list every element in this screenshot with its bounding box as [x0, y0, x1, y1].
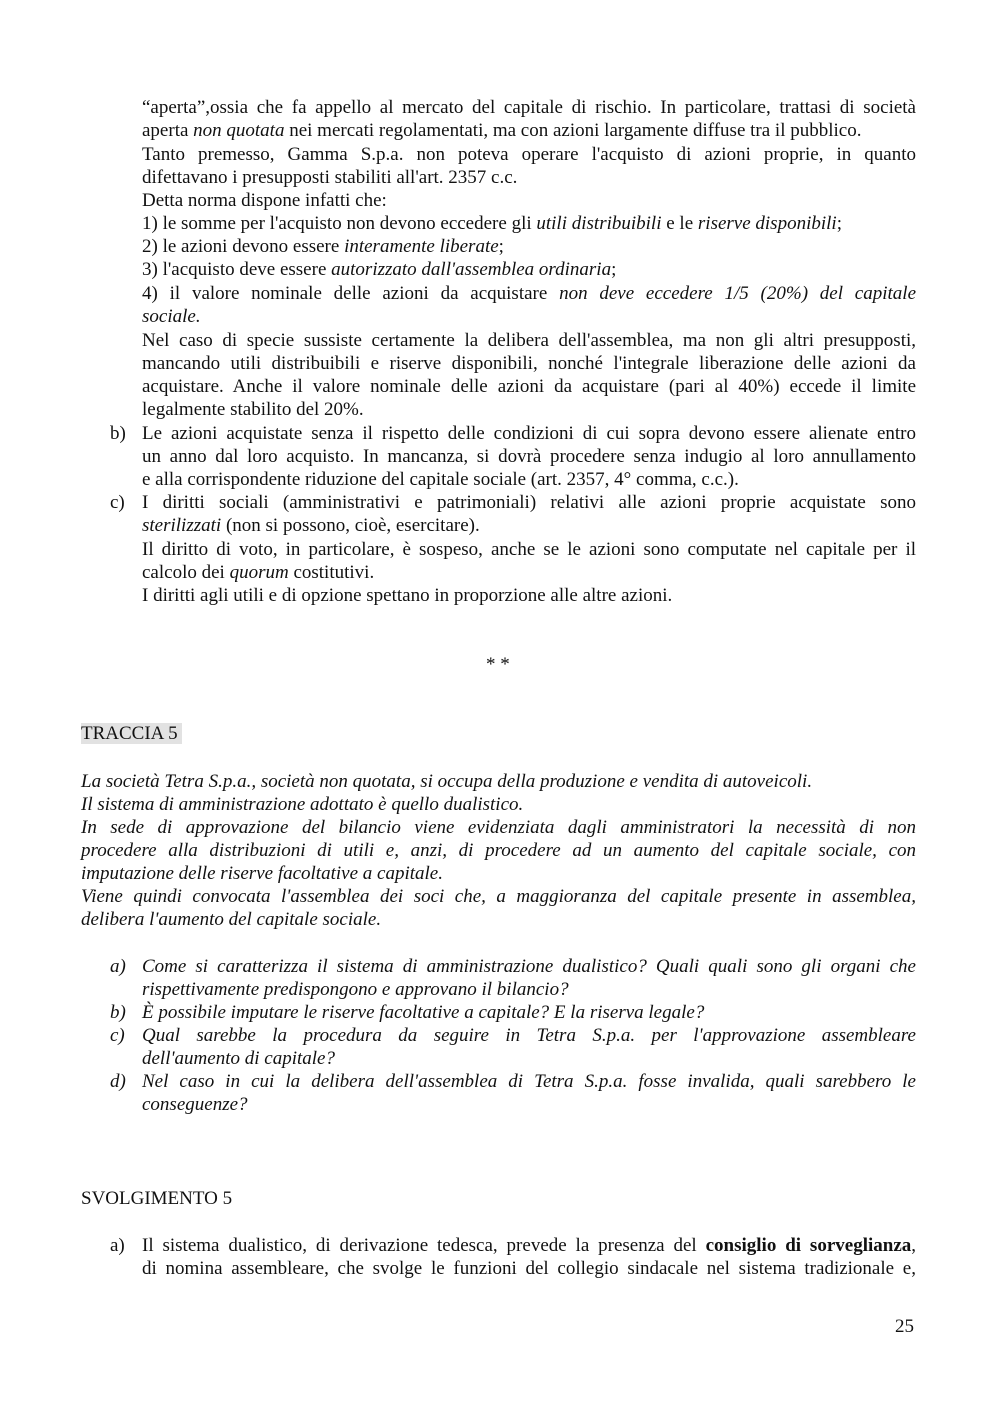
list-line-2: 2) le azioni devono essere interamente liberate; [142, 236, 504, 257]
text-line: Nel caso di specie sussiste certamente la delibera dell'assemblea, ma non gli altri presupposti, [142, 330, 916, 351]
text-line: “aperta”,ossia che fa appello al mercato del capitale di rischio. In particolare, trattasi di società [142, 97, 916, 118]
text-line: Detta norma dispone infatti che: [142, 190, 387, 211]
section-heading: TRACCIA 5 [81, 722, 182, 745]
question-text: Qual sarebbe la procedura da seguire in Tetra S.p.a. per l'approvazione assembleare [142, 1025, 916, 1046]
text-line: I diritti agli utili e di opzione spettano in proporzione alle altre azioni. [142, 585, 673, 606]
text-line: legalmente stabilito del 20%. [142, 399, 364, 420]
text-line: delibera l'aumento del capitale sociale. [81, 909, 382, 930]
question-text: dell'aumento di capitale? [142, 1048, 335, 1069]
text-line: acquistare. Anche il valore nominale delle azioni da acquistare (pari al 40%) eccede il limite [142, 376, 916, 397]
item-label: a) [110, 1235, 125, 1256]
text-line: sociale. [142, 306, 201, 327]
question-label: d) [110, 1071, 126, 1092]
text-line: Il sistema di amministrazione adottato è quello dualistico. [81, 794, 524, 815]
item-label: b) [110, 423, 126, 444]
section-heading: SVOLGIMENTO 5 [81, 1188, 233, 1209]
text-line: imputazione delle riserve facoltative a capitale. [81, 863, 443, 884]
text-line: Le azioni acquistate senza il rispetto delle condizioni di cui sopra devono essere alienate entro [142, 423, 916, 444]
question-label: b) [110, 1002, 126, 1023]
question-label: c) [110, 1025, 125, 1046]
text-line: Viene quindi convocata l'assemblea dei soci che, a maggioranza del capitale presente in assemblea, [81, 886, 916, 907]
question-text: conseguenze? [142, 1094, 248, 1115]
text-line: Tanto premesso, Gamma S.p.a. non poteva operare l'acquisto di azioni proprie, in quanto [142, 144, 916, 165]
text-line: e alla corrispondente riduzione del capitale sociale (art. 2357, 4° comma, c.c.). [142, 469, 739, 490]
section-separator: * * [486, 654, 510, 675]
question-text: Nel caso in cui la delibera dell'assemblea di Tetra S.p.a. fosse invalida, quali sarebbero le [142, 1071, 916, 1092]
text-line: un anno dal loro acquisto. In mancanza, si dovrà procedere senza indugio al loro annullamento [142, 446, 916, 467]
text-line: sterilizzati (non si possono, cioè, esercitare). [142, 515, 480, 536]
text-line: procedere alla distribuzioni di utili e, anzi, di procedere ad un aumento del capitale sociale, con [81, 840, 916, 861]
text-line: calcolo dei quorum costitutivi. [142, 562, 375, 583]
list-line-1: 1) le somme per l'acquisto non devono eccedere gli utili distribuibili e le riserve disponibili; [142, 213, 842, 234]
page-number: 25 [895, 1316, 914, 1337]
text-line: Il sistema dualistico, di derivazione tedesca, prevede la presenza del consiglio di sorveglianza, [142, 1235, 916, 1256]
text-line: La società Tetra S.p.a., società non quotata, si occupa della produzione e vendita di autoveicoli. [81, 771, 813, 792]
text-line: mancando utili distribuibili e riserve disponibili, nonché l'integrale liberazione delle azioni da [142, 353, 916, 374]
question-label: a) [110, 956, 126, 977]
item-label: c) [110, 492, 125, 513]
list-line-3: 3) l'acquisto deve essere autorizzato dall'assemblea ordinaria; [142, 259, 617, 280]
text-line: di nomina assembleare, che svolge le funzioni del collegio sindacale nel sistema tradizionale e, [142, 1258, 916, 1279]
question-text: Come si caratterizza il sistema di amministrazione dualistico? Quali quali sono gli organi che [142, 956, 916, 977]
text-line: aperta non quotata nei mercati regolamentati, ma con azioni largamente diffuse tra il pubblico. [142, 120, 862, 141]
list-line-4: 4) il valore nominale delle azioni da acquistare non deve eccedere 1/5 (20%) del capitale [142, 283, 917, 304]
question-text: rispettivamente predispongono e approvano il bilancio? [142, 979, 569, 1000]
text-line: I diritti sociali (amministrativi e patrimoniali) relativi alle azioni proprie acquistate sono [142, 492, 916, 513]
text-line: difettavano i presupposti stabiliti all'art. 2357 c.c. [142, 167, 518, 188]
question-text: È possibile imputare le riserve facoltative a capitale? E la riserva legale? [142, 1002, 705, 1023]
text-line: In sede di approvazione del bilancio viene evidenziata dagli amministratori la necessità di non [81, 817, 916, 838]
text-line: Il diritto di voto, in particolare, è sospeso, anche se le azioni sono computate nel capitale per il [142, 539, 916, 560]
